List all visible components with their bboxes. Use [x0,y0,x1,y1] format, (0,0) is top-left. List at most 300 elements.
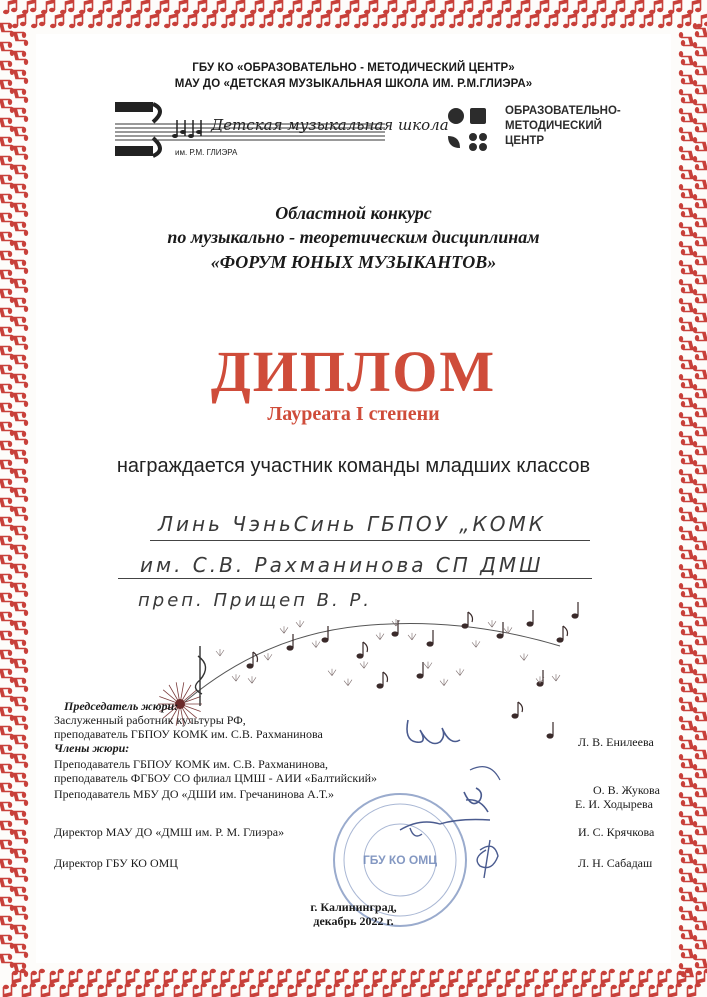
border-note-icon [679,754,693,768]
border-note-icon [316,14,330,28]
border-note-icon [0,802,14,816]
border-note-icon [0,764,14,778]
border-note-icon [0,726,14,740]
border-note-icon [269,0,283,14]
border-note-icon [22,0,36,14]
seed-icon [552,674,560,681]
border-note-icon [679,602,693,616]
flying-note-flag [363,642,368,652]
jury-member-2: преподаватель ФГБОУ СО филиал ЦМШ - АИИ «Балтийский» [54,771,378,785]
border-note-icon [601,14,615,28]
border-note-icon [679,526,693,540]
border-note-icon [679,773,693,787]
signatory-chair: Л. В. Енилеева [578,735,654,749]
border-note-icon [693,935,707,949]
border-note-icon [221,969,235,983]
border-note-icon [14,773,28,787]
border-note-icon [383,983,397,997]
border-note-icon [14,697,28,711]
border-note-icon [345,0,359,14]
seed-icon [216,649,224,656]
border-note-icon [354,14,368,28]
border-note-icon [316,969,330,983]
border-note-icon [411,14,425,28]
border-note-icon [0,479,14,493]
border-note-icon [693,574,707,588]
border-note-icon [679,298,693,312]
border-note-icon [0,593,14,607]
border-note-icon [31,14,45,28]
signatory-member-a: О. В. Жукова [593,783,660,797]
border-note-icon [297,969,311,983]
border-note-icon [14,507,28,521]
border-note-icon [459,983,473,997]
border-note-icon [0,536,14,550]
border-note-icon [0,669,14,683]
border-note-icon [693,631,707,645]
border-note-icon [679,868,693,882]
border-note-icon [693,536,707,550]
border-note-icon [679,431,693,445]
jury-chair-desc-1: Заслуженный работник культуры РФ, [54,713,246,727]
border-note-icon [693,764,707,778]
border-note-icon [14,431,28,445]
seed-icon [328,669,336,676]
border-note-icon [563,969,577,983]
flying-note-flag [563,626,568,636]
border-note-icon [117,983,131,997]
border-note-icon [14,849,28,863]
border-note-icon [693,175,707,189]
seed-icon [472,640,480,647]
border-note-icon [307,983,321,997]
border-note-icon [79,983,93,997]
border-note-icon [0,156,14,170]
border-note-icon [345,983,359,997]
flying-note-flag [468,612,473,622]
border-note-icon [0,688,14,702]
border-note-icon [14,488,28,502]
border-note-icon [183,14,197,28]
border-note-icon [693,650,707,664]
border-note-icon [693,821,707,835]
jury-member-1: Преподаватель ГБПОУ КОМК им. С.В. Рахманинова, [54,757,329,771]
border-note-icon [679,811,693,825]
border-note-icon [693,555,707,569]
border-note-icon [679,507,693,521]
border-note-icon [221,14,235,28]
border-note-icon [0,23,14,37]
seed-icon [264,653,272,660]
border-note-icon [430,14,444,28]
border-note-icon [630,983,644,997]
recipient-line-2: им. С.В. Рахманинова СП ДМШ [140,553,544,577]
border-note-icon [693,802,707,816]
border-note-icon [679,792,693,806]
seed-icon [232,674,240,681]
border-note-icon [679,716,693,730]
border-note-icon [693,99,707,113]
border-note-icon [468,969,482,983]
border-note-icon [478,0,492,14]
border-note-icon [693,840,707,854]
border-note-icon [620,14,634,28]
border-note-icon [592,983,606,997]
border-note-icon [174,983,188,997]
border-note-icon [679,830,693,844]
footer-date: декабрь 2022 г. [313,914,394,928]
border-note-icon [693,878,707,892]
border-note-icon [679,545,693,559]
border-note-icon [14,545,28,559]
school-logo-script: Детская музыкальная школа [211,116,449,134]
border-note-icon [679,564,693,578]
footer-city: г. Калининград, [310,900,397,914]
border-note-icon [0,441,14,455]
border-note-icon [326,0,340,14]
border-note-icon [50,969,64,983]
border-note-icon [14,184,28,198]
border-note-icon [278,969,292,983]
border-note-icon [98,0,112,14]
border-note-icon [592,0,606,14]
border-note-icon [679,944,693,958]
border-note-icon [0,118,14,132]
border-note-icon [14,944,28,958]
omc-logo-icon [440,102,500,162]
border-note-icon [60,983,74,997]
border-note-icon [693,42,707,56]
border-note-icon [535,0,549,14]
border-note-icon [693,289,707,303]
border-note-icon [0,498,14,512]
border-note-icon [231,0,245,14]
recipient-teacher: преп. Прищеп В. Р. [138,590,373,611]
recipient-line-1: Линь ЧэньСинь ГБПОУ „КОМК [158,512,546,536]
border-note-icon [288,983,302,997]
border-note-icon [679,165,693,179]
border-note-icon [487,969,501,983]
border-note-icon [639,969,653,983]
border-note-icon [231,983,245,997]
border-note-icon [373,969,387,983]
border-note-icon [0,707,14,721]
border-note-icon [41,0,55,14]
border-note-icon [693,517,707,531]
border-note-icon [31,969,45,983]
contest-line-2: по музыкально - теоретическим дисциплинам [167,227,540,247]
border-note-icon [649,983,663,997]
border-note-icon [50,14,64,28]
seed-icon [312,641,320,648]
border-note-icon [307,0,321,14]
border-note-icon [679,146,693,160]
border-note-icon [0,137,14,151]
signatures [380,700,520,880]
border-note-icon [573,983,587,997]
seed-icon [440,679,448,686]
border-note-icon [430,969,444,983]
border-note-icon [421,983,435,997]
border-note-icon [14,716,28,730]
border-note-icon [679,621,693,635]
border-note-icon [117,0,131,14]
border-note-icon [0,954,14,968]
border-note-icon [573,0,587,14]
border-note-icon [0,308,14,322]
border-note-icon [145,969,159,983]
border-note-icon [193,0,207,14]
border-note-icon [402,983,416,997]
border-note-icon [0,612,14,626]
awarded-text: награждается участник команды младших классов [116,455,591,477]
border-note-icon [259,969,273,983]
jury-chair-desc-2: преподаватель ГБПОУ КОМК им. С.В. Рахманинова [54,727,323,741]
border-note-icon [679,678,693,692]
border-note-icon [679,488,693,502]
border-note-icon [679,184,693,198]
border-note-icon [69,14,83,28]
border-note-icon [525,969,539,983]
border-note-icon [497,983,511,997]
border-note-icon [14,526,28,540]
border-note-icon [0,821,14,835]
border-note-icon [554,0,568,14]
seed-icon [424,662,432,669]
border-note-icon [516,983,530,997]
seed-icon [360,661,368,668]
border-note-icon [12,14,26,28]
border-note-icon [516,0,530,14]
border-note-icon [459,0,473,14]
border-note-icon [164,14,178,28]
border-note-icon [14,564,28,578]
border-note-icon [240,969,254,983]
border-note-icon [679,583,693,597]
border-note-icon [0,289,14,303]
border-note-icon [126,969,140,983]
director-2: Директор ГБУ КО ОМЦ [54,856,178,870]
border-note-icon [14,868,28,882]
seed-icon [248,676,256,683]
border-note-icon [544,14,558,28]
border-note-icon [212,0,226,14]
border-note-icon [0,650,14,664]
border-note-icon [0,745,14,759]
border-note-icon [449,14,463,28]
border-note-icon [0,42,14,56]
contest-line-1: Областной конкурс [275,203,432,223]
border-note-icon [14,298,28,312]
border-note-icon [487,14,501,28]
border-note-icon [364,983,378,997]
border-note-icon [693,479,707,493]
flying-note-flag [253,652,258,662]
border-note-icon [155,983,169,997]
border-note-icon [145,14,159,28]
border-note-icon [668,0,682,14]
border-note-icon [563,14,577,28]
border-note-icon [60,0,74,14]
border-note-icon [288,0,302,14]
jury-members-label: Члены жюри: [54,741,130,755]
border-note-icon [14,279,28,293]
border-note-icon [14,583,28,597]
border-note-icon [14,735,28,749]
school-logo-subtitle: им. Р.М. ГЛИЭРА [175,148,238,157]
treble-clef-icon [195,646,205,706]
seed-icon [392,619,400,626]
border-note-icon [269,983,283,997]
border-note-icon [0,631,14,645]
border-note-icon [297,14,311,28]
border-note-icon [679,279,693,293]
border-note-icon [22,983,36,997]
stamp-text: ГБУ КО ОМЦ [362,853,438,867]
jury-chair-label: Председатель жюри: [64,699,179,713]
border-note-icon [411,969,425,983]
border-note-icon [693,783,707,797]
border-note-icon [601,969,615,983]
contest-name: «ФОРУМ ЮНЫХ МУЗЫКАНТОВ» [210,252,497,272]
border-note-icon [383,0,397,14]
border-note-icon [88,969,102,983]
border-note-icon [14,89,28,103]
seed-icon [520,653,528,660]
border-note-icon [3,0,17,14]
border-note-icon [544,969,558,983]
seed-icon [408,633,416,640]
border-note-icon [107,969,121,983]
seed-icon [376,633,384,640]
border-note-icon [693,707,707,721]
border-note-icon [649,0,663,14]
border-note-icon [88,14,102,28]
border-note-icon [693,688,707,702]
border-note-icon [278,14,292,28]
border-note-icon [687,983,701,997]
border-note-icon [14,165,28,179]
seed-icon [344,679,352,686]
border-note-icon [679,659,693,673]
border-note-icon [0,840,14,854]
border-note-icon [0,878,14,892]
border-note-icon [468,14,482,28]
laureate-degree: Лауреата I степени [267,403,440,425]
border-note-icon [497,0,511,14]
border-note-icon [639,14,653,28]
omc-logo-text [505,104,621,149]
border-note-icon [402,0,416,14]
border-note-icon [136,983,150,997]
border-note-icon [693,308,707,322]
signatory-director-1: И. С. Крячкова [578,825,655,839]
border-note-icon [449,969,463,983]
border-note-icon [478,983,492,997]
border-note-icon [326,983,340,997]
border-note-icon [240,14,254,28]
border-note-icon [693,859,707,873]
border-note-icon [658,969,672,983]
border-note-icon [79,0,93,14]
border-note-icon [687,0,701,14]
omc-logo-line: ОБРАЗОВАТЕЛЬНО- [505,105,621,117]
border-note-icon [354,969,368,983]
border-note-icon [3,983,17,997]
border-note-icon [693,612,707,626]
border-note-icon [693,118,707,132]
omc-logo-line: ЦЕНТР [505,135,545,147]
border-note-icon [679,108,693,122]
seed-icon [488,620,496,627]
border-note-icon [14,659,28,673]
border-note-icon [392,14,406,28]
border-note-icon [14,621,28,635]
border-note-icon [679,849,693,863]
border-note-icon [506,14,520,28]
border-note-icon [679,697,693,711]
border-note-icon [14,640,28,654]
border-note-icon [14,830,28,844]
omc-logo [440,102,630,162]
border-note-icon [582,14,596,28]
organization-line-1: ГБУ КО «ОБРАЗОВАТЕЛЬНО - МЕТОДИЧЕСКИЙ ЦЕНТР» [192,62,515,74]
border-note-icon [679,735,693,749]
border-note-icon [693,726,707,740]
signatory-member-b: Е. И. Ходырева [575,797,653,811]
border-note-icon [693,669,707,683]
border-note-icon [630,0,644,14]
border-note-icon [14,602,28,616]
border-note-icon [0,517,14,531]
border-note-icon [554,983,568,997]
border-note-icon [202,969,216,983]
recipient-underline-2 [118,578,592,579]
border-note-icon [0,99,14,113]
recipient-underline-1 [150,540,590,541]
border-note-icon [126,14,140,28]
jury-member-3: Преподаватель МБУ ДО «ДШИ им. Гречанинова А.Т.» [54,787,334,801]
border-note-icon [0,935,14,949]
border-note-icon [364,0,378,14]
border-note-icon [440,983,454,997]
border-note-icon [679,887,693,901]
border-note-icon [14,754,28,768]
border-note-icon [202,14,216,28]
border-note-icon [693,745,707,759]
border-note-icon [335,969,349,983]
director-1: Директор МАУ ДО «ДМШ им. Р. М. Глиэра» [54,825,285,839]
border-note-icon [373,14,387,28]
border-note-icon [693,441,707,455]
border-note-icon [69,969,83,983]
border-note-icon [693,498,707,512]
border-note-icon [14,887,28,901]
organization-line-2: МАУ ДО «ДЕТСКАЯ МУЗЫКАЛЬНАЯ ШКОЛА ИМ. Р.М.ГЛИЭРА» [174,78,533,90]
border-note-icon [155,0,169,14]
seed-icon [456,669,464,676]
border-note-icon [0,555,14,569]
border-note-icon [620,969,634,983]
diploma-title: ДИПЛОМ [210,339,497,404]
border-note-icon [41,983,55,997]
omc-logo-line: МЕТОДИЧЕСКИЙ [505,120,602,132]
border-note-icon [679,317,693,331]
border-note-icon [392,969,406,983]
border-note-icon [611,983,625,997]
border-note-icon [679,640,693,654]
border-note-icon [679,89,693,103]
